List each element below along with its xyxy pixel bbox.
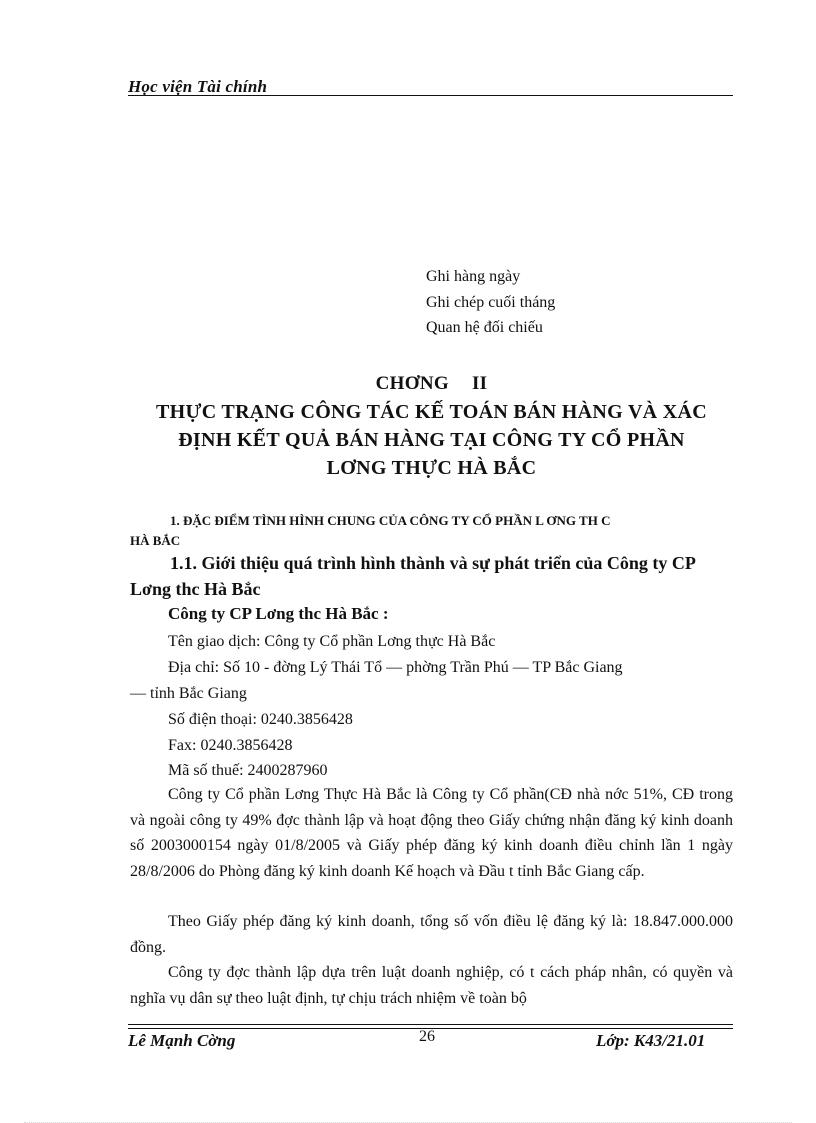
company-phone: Số điện thoại: 0240.3856428 xyxy=(168,711,353,728)
header-institution: Học viện Tài chính xyxy=(128,77,268,96)
company-tax-code: Mã số thuế: 2400287960 xyxy=(168,762,328,779)
footer-author: Lê Mạnh Cờng xyxy=(128,1031,236,1050)
legend-reconcile: Quan hệ đối chiếu xyxy=(426,319,543,336)
page-number: 26 xyxy=(419,1028,435,1045)
section-1-1-heading-line-1: 1.1. Giới thiệu quá trình hình thành và sự phát triển của Công ty CP xyxy=(170,553,696,573)
legend-month-end: Ghi chép cuối tháng xyxy=(426,294,556,311)
paragraph-company-intro: Công ty Cổ phần Lơng Thực Hà Bắc là Công ty Cổ phần(CĐ nhà nớc 51%, CĐ trong và ngoài công ty 49% đợc thành lập và hoạt động theo Giấy chứng nhận đăng ký kinh doanh số 2003000154 ngày 01/8/2005 và Giấy phép đăng ký kinh doanh điều chỉnh lần 1 ngày 28/8/2006 do Phòng đăng ký kinh doanh Kế hoạch và Đầu t tỉnh Bắc Giang cấp. xyxy=(130,786,733,880)
section-1-heading-line-2: HÀ BẮC xyxy=(130,533,181,548)
chapter-label: CHƠNG II xyxy=(375,373,488,394)
company-trade-name: Tên giao dịch: Công ty Cổ phần Lơng thực Hà Bắc xyxy=(168,633,496,650)
footer-rule xyxy=(128,1024,733,1025)
section-1-heading-line-1: 1. ĐẶC ĐIỂM TÌNH HÌNH CHUNG CỦA CÔNG TY CỔ PHẦN L ƠNG TH C xyxy=(170,513,611,528)
company-fax: Fax: 0240.3856428 xyxy=(168,737,293,754)
company-address-line-2: — tỉnh Bắc Giang xyxy=(130,685,247,702)
paragraph-legal-status: Công ty đợc thành lập dựa trên luật doanh nghiệp, có t cách pháp nhân, có quyền và nghĩa vụ dân sự theo luật định, tự chịu trách nhiệm về toàn bộ xyxy=(130,964,733,1007)
paragraph-charter-capital: Theo Giấy phép đăng ký kinh doanh, tổng số vốn điều lệ đăng ký là: 18.847.000.000 đồng. xyxy=(130,913,733,956)
chapter-title-line-1: THỰC TRẠNG CÔNG TÁC KẾ TOÁN BÁN HÀNG VÀ XÁC xyxy=(156,401,707,423)
company-address-line-1: Địa chỉ: Số 10 - đờng Lý Thái Tổ — phờng Trần Phú — TP Bắc Giang xyxy=(168,659,623,676)
company-heading: Công ty CP Lơng thc Hà Bắc : xyxy=(168,604,389,623)
chapter-title-line-3: LƠNG THỰC HÀ BẮC xyxy=(326,457,537,479)
section-1-1-heading-line-2: Lơng thc Hà Bắc xyxy=(130,579,261,599)
legend-daily: Ghi hàng ngày xyxy=(426,268,521,285)
chapter-title-line-2: ĐỊNH KẾT QUẢ BÁN HÀNG TẠI CÔNG TY CỔ PHẦN xyxy=(178,429,685,451)
footer-class: Lớp: K43/21.01 xyxy=(596,1031,706,1050)
header-rule xyxy=(128,95,733,96)
